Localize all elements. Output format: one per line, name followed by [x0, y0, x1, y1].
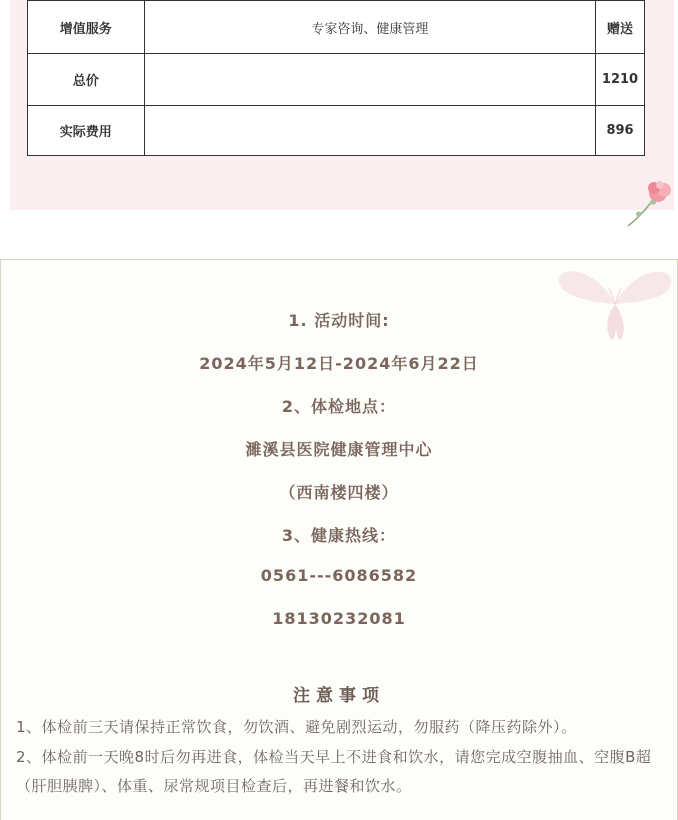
carnation-flower-icon	[620, 180, 676, 230]
row-price: 赠送	[596, 1, 645, 54]
row-name: 实际费用	[28, 106, 145, 156]
info-panel	[0, 259, 678, 820]
notice-item: 1、体检前三天请保持正常饮食，勿饮酒、避免剧烈运动，勿服药（降压药除外）。	[16, 718, 577, 736]
hotline-mobile: 18130232081	[272, 609, 406, 628]
location-detail: （西南楼四楼）	[279, 483, 399, 502]
row-detail	[144, 106, 595, 156]
table-row	[28, 106, 645, 156]
row-name: 增值服务	[28, 1, 145, 54]
row-name: 总价	[28, 54, 145, 106]
row-detail	[144, 54, 595, 106]
hotline-label: 3、健康热线：	[281, 526, 397, 545]
notice-title: 注意事项	[293, 686, 385, 706]
location-name: 濉溪县医院健康管理中心	[245, 440, 433, 459]
row-price: 1210	[596, 54, 645, 106]
location-label: 2、体检地点：	[281, 397, 397, 416]
row-price: 896	[596, 106, 645, 156]
table-row	[28, 1, 645, 54]
table-row	[28, 54, 645, 106]
activity-time-value: 2024年5月12日-2024年6月22日	[199, 354, 479, 373]
notice-item: 2、体检前一天晚8时后勿再进食，体检当天早上不进食和饮水，请您完成空腹抽血、空腹B超（肝胆胰脾）、体重、尿常规项目检查后，再进餐和饮水。	[16, 748, 652, 795]
price-table	[27, 0, 645, 156]
row-detail: 专家咨询、健康管理	[144, 1, 595, 54]
activity-time-label: 1. 活动时间:	[288, 311, 390, 330]
hotline-phone: 0561---6086582	[260, 566, 418, 585]
